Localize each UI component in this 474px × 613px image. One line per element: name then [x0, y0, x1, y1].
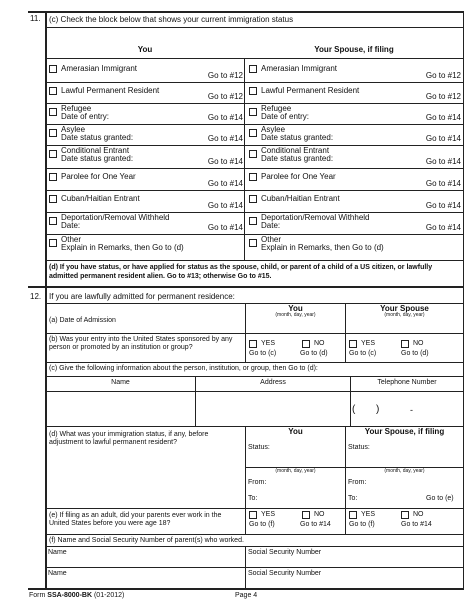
footer-page-number: Page 4 [235, 592, 258, 599]
status-checkbox-you-9[interactable] [49, 239, 57, 247]
footer-form-label [29, 592, 124, 600]
status-checkbox-spouse-9[interactable] [249, 239, 257, 247]
column-header-you: You [137, 45, 153, 54]
status-checkbox-spouse-2[interactable] [249, 87, 257, 95]
q12e-spouse-yes-checkbox[interactable] [349, 511, 357, 519]
status-sublabel-spouse-3: Date of entry: [261, 112, 310, 121]
status-label-you-8: Deportation/Removal Withheld [61, 213, 170, 222]
status-goto-you-1: Go to #12 [207, 71, 243, 80]
q12e-you-yes-goto: Go to (f) [249, 521, 275, 528]
q12c-phone-paren-open: ( [352, 404, 356, 415]
q12b-spouse-yes-label: YES [361, 340, 376, 347]
status-sublabel-you-8: Date: [61, 221, 81, 230]
q12f-ssn-input-1[interactable] [247, 557, 461, 566]
q12b-you-yes-label: YES [261, 340, 276, 347]
status-row-divider [45, 260, 463, 261]
q12b-spouse-no-goto: Go to (d) [401, 350, 429, 357]
status-label-you-6: Parolee for One Year [61, 172, 136, 181]
status-checkbox-spouse-4[interactable] [249, 129, 257, 137]
q12d-spouse-goto-e: Go to (e) [426, 495, 454, 502]
q12d-from-spouse: From: [348, 479, 367, 486]
q12d-from-input-you[interactable] [268, 477, 343, 487]
status-checkbox-you-8[interactable] [49, 217, 57, 225]
footer-form-prefix: Form [29, 592, 48, 599]
q12b-you-yes-checkbox[interactable] [249, 340, 257, 348]
status-label-you-7: Cuban/Haitian Entrant [61, 194, 140, 203]
q12e-label: (e) If filing as an adult, did your parents ever work in the United States before you were age 18? [49, 512, 222, 528]
status-checkbox-spouse-1[interactable] [249, 65, 257, 73]
status-label-spouse-5: Conditional Entrant [261, 146, 330, 155]
q12d-status-spouse: Status: [348, 444, 370, 451]
q12b-spouse-yes-checkbox[interactable] [349, 340, 357, 348]
status-checkbox-you-3[interactable] [49, 108, 57, 116]
status-sublabel-you-5: Date status granted: [61, 154, 134, 163]
status-sublabel-you-9: Explain in Remarks, then Go to (d) [61, 243, 184, 252]
footer-form-date: (01-2012) [92, 592, 125, 599]
q12b-label: (b) Was your entry into the United States sponsored by any person or promoted by an institution or group? [49, 336, 233, 352]
q12b-you-no-goto: Go to (d) [300, 350, 328, 357]
q12d-date-format-spouse: (month, day, year) [384, 468, 425, 474]
column-header-spouse: Your Spouse, if filing [314, 45, 394, 54]
status-label-you-2: Lawful Permanent Resident [61, 86, 160, 95]
status-checkbox-spouse-7[interactable] [249, 195, 257, 203]
q12e-spouse-no-goto: Go to #14 [401, 521, 432, 528]
status-label-spouse-2: Lawful Permanent Resident [261, 86, 360, 95]
q12f-name-label-1: Name [48, 549, 67, 556]
q12a-date-input-spouse[interactable] [347, 322, 461, 332]
status-goto-spouse-6: Go to #14 [425, 179, 461, 188]
q12d-date-format-you: (month, day, year) [275, 468, 316, 474]
q12c-col-name: Name [111, 379, 130, 386]
status-label-spouse-1: Amerasian Immigrant [261, 64, 338, 73]
status-goto-you-6: Go to #14 [207, 179, 243, 188]
q12f-name-label-2: Name [48, 570, 67, 577]
q12f-name-input-1[interactable] [47, 557, 243, 566]
status-checkbox-spouse-6[interactable] [249, 173, 257, 181]
status-checkbox-you-5[interactable] [49, 150, 57, 158]
q12f-ssn-input-2[interactable] [247, 578, 461, 587]
q12-header-you: You [288, 304, 303, 313]
q12d-status-input-spouse[interactable] [372, 441, 461, 451]
q12e-you-no-checkbox[interactable] [302, 511, 310, 519]
q12b-you-no-label: NO [314, 340, 325, 347]
status-goto-you-3: Go to #14 [207, 113, 243, 122]
status-row-divider [45, 124, 463, 125]
q12c-address-input[interactable] [197, 393, 348, 423]
q12b-spouse-yes-goto: Go to (c) [349, 350, 377, 357]
q12d-to-input-spouse[interactable] [362, 493, 422, 503]
q12-date-format-you: (month, day, year) [275, 312, 316, 318]
q12d-to-you: To: [248, 495, 258, 502]
q12-date-format-spouse: (month, day, year) [384, 312, 425, 318]
q12b-you-yes-goto: Go to (c) [249, 350, 277, 357]
q12d-status-input-you[interactable] [272, 441, 343, 451]
status-goto-spouse-7: Go to #14 [425, 201, 461, 210]
status-label-spouse-7: Cuban/Haitian Entrant [261, 194, 340, 203]
status-label-spouse-3: Refugee [261, 104, 292, 113]
status-sublabel-spouse-5: Date status granted: [261, 154, 334, 163]
status-label-spouse-4: Asylee [261, 125, 286, 134]
q12b-you-no-checkbox[interactable] [302, 340, 310, 348]
status-sublabel-you-3: Date of entry: [61, 112, 110, 121]
status-row-divider [45, 168, 463, 169]
q12f-name-input-2[interactable] [47, 578, 243, 587]
status-label-you-1: Amerasian Immigrant [61, 64, 138, 73]
status-goto-you-5: Go to #14 [207, 157, 243, 166]
q12-header-spouse: Your Spouse [380, 304, 429, 313]
status-goto-you-4: Go to #14 [207, 134, 243, 143]
q12f-label: (f) Name and Social Security Number of parent(s) who worked. [49, 537, 244, 544]
section-12-instruction: If you are lawfully admitted for permanent residence: [49, 292, 235, 301]
q12c-label: (c) Give the following information about the person, institution, or group, then Go to (d): [49, 365, 318, 372]
q12d-header-you: You [288, 427, 303, 436]
status-goto-spouse-8: Go to #14 [425, 223, 461, 232]
status-goto-you-2: Go to #12 [207, 92, 243, 101]
status-checkbox-spouse-8[interactable] [249, 217, 257, 225]
q12b-spouse-no-checkbox[interactable] [401, 340, 409, 348]
q12e-spouse-no-label: NO [413, 511, 424, 518]
status-label-you-4: Asylee [61, 125, 86, 134]
q12c-phone-paren-close: ) [376, 404, 380, 415]
section-11-number: 11. [30, 14, 41, 23]
status-goto-spouse-5: Go to #14 [425, 157, 461, 166]
status-label-you-3: Refugee [61, 104, 92, 113]
section-12-number: 12. [30, 292, 42, 301]
status-checkbox-you-2[interactable] [49, 87, 57, 95]
status-label-spouse-6: Parolee for One Year [261, 172, 336, 181]
q12c-name-input[interactable] [47, 393, 193, 423]
section-11-note-d: (d) If you have status, or have applied for status as the spouse, child, or parent of a child of a US citizen, or lawfully admitted permanent resident alien. Go to #13; otherwise Go to #15. [49, 264, 433, 280]
status-goto-you-8: Go to #14 [207, 223, 243, 232]
q12c-col-phone: Telephone Number [377, 379, 437, 386]
section-11-instruction: (c) Check the block below that shows your current immigration status [49, 15, 294, 24]
q12d-to-input-you[interactable] [262, 493, 343, 503]
q12d-label: (d) What was your immigration status, if any, before adjustment to lawful permanent resident? [49, 431, 209, 447]
status-checkbox-spouse-3[interactable] [249, 108, 257, 116]
status-goto-spouse-2: Go to #12 [425, 92, 461, 101]
q12a-date-input-you[interactable] [247, 322, 343, 332]
status-goto-you-7: Go to #14 [207, 201, 243, 210]
status-checkbox-you-4[interactable] [49, 129, 57, 137]
q12e-you-yes-label: YES [261, 511, 276, 518]
q12c-phone-dash: - [410, 405, 413, 415]
q12d-to-spouse: To: [348, 495, 358, 502]
status-sublabel-spouse-8: Date: [261, 221, 281, 230]
status-label-spouse-9: Other [261, 235, 282, 244]
q12e-spouse-no-checkbox[interactable] [401, 511, 409, 519]
q12d-status-you: Status: [248, 444, 270, 451]
q12e-you-no-label: NO [314, 511, 325, 518]
status-sublabel-spouse-4: Date status granted: [261, 133, 334, 142]
status-row-divider [45, 82, 463, 83]
status-checkbox-spouse-5[interactable] [249, 150, 257, 158]
q12d-header-spouse: Your Spouse, if filing [364, 427, 445, 436]
status-sublabel-spouse-9: Explain in Remarks, then Go to (d) [261, 243, 384, 252]
status-goto-spouse-1: Go to #12 [425, 71, 461, 80]
q12c-phone-input[interactable] [352, 393, 462, 423]
status-label-you-5: Conditional Entrant [61, 146, 130, 155]
q12c-col-address: Address [260, 379, 286, 386]
status-label-you-9: Other [61, 235, 82, 244]
status-row-divider [45, 103, 463, 104]
q12a-label: (a) Date of Admission [49, 317, 116, 324]
q12e-you-no-goto: Go to #14 [300, 521, 331, 528]
status-row-divider [45, 234, 463, 235]
status-goto-spouse-4: Go to #14 [425, 134, 461, 143]
footer-form-id: SSA-8000-BK [47, 592, 93, 599]
q12f-ssn-label-1: Social Security Number [248, 549, 322, 556]
q12d-from-you: From: [248, 479, 267, 486]
status-row-divider [45, 190, 463, 191]
status-checkbox-you-1[interactable] [49, 65, 57, 73]
status-label-spouse-8: Deportation/Removal Withheld [261, 213, 370, 222]
q12b-spouse-no-label: NO [413, 340, 424, 347]
q12e-spouse-yes-label: YES [361, 511, 376, 518]
status-checkbox-you-6[interactable] [49, 173, 57, 181]
q12e-spouse-yes-goto: Go to (f) [349, 521, 375, 528]
status-checkbox-you-7[interactable] [49, 195, 57, 203]
status-sublabel-you-4: Date status granted: [61, 133, 134, 142]
status-goto-spouse-3: Go to #14 [425, 113, 461, 122]
q12d-from-input-spouse[interactable] [368, 477, 461, 487]
q12e-you-yes-checkbox[interactable] [249, 511, 257, 519]
q12f-ssn-label-2: Social Security Number [248, 570, 322, 577]
